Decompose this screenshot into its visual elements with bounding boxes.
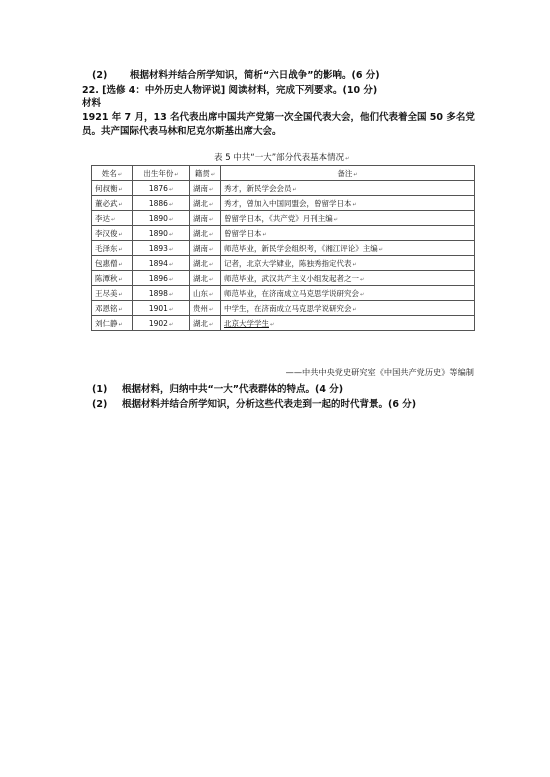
cell-year: 1902↵ — [133, 316, 190, 331]
table-row — [92, 181, 475, 196]
previous-question-2 — [92, 70, 380, 82]
question-text: 根据材料并结合所学知识，简析“六日战争”的影响。(6 分) — [130, 70, 380, 81]
cell-name: 董必武↵ — [92, 196, 133, 211]
cell-native-place: 湖北↵ — [190, 256, 221, 271]
question-number: (2) — [92, 399, 108, 410]
cell-native-place: 湖北↵ — [190, 271, 221, 286]
question-2 — [92, 399, 416, 411]
cell-remarks: 师范毕业，武汉共产主义小组发起者之一↵ — [221, 271, 475, 286]
cell-native-place: 湖北↵ — [190, 316, 221, 331]
table-row — [92, 301, 475, 316]
material-paragraph-line-2: 员。共产国际代表马林和尼克尔斯基出席大会。 — [82, 126, 282, 137]
cell-remarks: 曾留学日本，《共产党》月刊主编↵ — [221, 211, 475, 226]
source-note: ——中共中央党史研究室《中国共产党历史》等编制 — [285, 367, 474, 377]
header-birth-year: 出生年份↵ — [133, 166, 190, 181]
cell-year: 1896↵ — [133, 271, 190, 286]
table-row — [92, 226, 475, 241]
table-row — [92, 286, 475, 301]
cell-year: 1894↵ — [133, 256, 190, 271]
table-row — [92, 316, 475, 331]
cell-remarks: 北京大学学生↵ — [221, 316, 475, 331]
cell-native-place: 湖北↵ — [190, 196, 221, 211]
cell-native-place: 湖南↵ — [190, 241, 221, 256]
cell-remarks: 师范毕业，在济南成立马克思学说研究会↵ — [221, 286, 475, 301]
cell-year: 1898↵ — [133, 286, 190, 301]
cell-native-place: 湖南↵ — [190, 181, 221, 196]
question-text: 根据材料，归纳中共“一大”代表群体的特点。(4 分) — [122, 384, 344, 395]
header-remarks: 备注↵ — [221, 166, 475, 181]
cell-remarks: 记者，北京大学肄业，陈独秀指定代表↵ — [221, 256, 475, 271]
cell-year: 1876↵ — [133, 181, 190, 196]
cell-name: 邓恩铭↵ — [92, 301, 133, 316]
question-text: 根据材料并结合所学知识，分析这些代表走到一起的时代背景。(6 分) — [122, 399, 417, 410]
cell-remarks: 曾留学日本↵ — [221, 226, 475, 241]
representatives-table — [91, 165, 475, 331]
cell-native-place: 湖北↵ — [190, 226, 221, 241]
cell-name: 陈潭秋↵ — [92, 271, 133, 286]
cell-native-place: 山东↵ — [190, 286, 221, 301]
table-row — [92, 271, 475, 286]
material-paragraph-line-1: 1921 年 7 月，13 名代表出席中国共产党第一次全国代表大会，他们代表着全国 50 多名党 — [82, 112, 475, 123]
header-native-place: 籍贯↵ — [190, 166, 221, 181]
cell-year: 1890↵ — [133, 226, 190, 241]
table-row — [92, 196, 475, 211]
cell-native-place: 贵州↵ — [190, 301, 221, 316]
cell-remarks: 秀才，曾加入中国同盟会，曾留学日本↵ — [221, 196, 475, 211]
cell-remarks: 秀才，新民学会会员↵ — [221, 181, 475, 196]
table-header-row — [92, 166, 475, 181]
cell-year: 1886↵ — [133, 196, 190, 211]
table-caption: 表 5 中共“一大”部分代表基本情况↵ — [214, 153, 350, 163]
table-row — [92, 211, 475, 226]
question-number: (1) — [92, 384, 108, 395]
header-name: 姓名↵ — [92, 166, 133, 181]
table-row — [92, 256, 475, 271]
cell-native-place: 湖南↵ — [190, 211, 221, 226]
cell-year: 1890↵ — [133, 211, 190, 226]
table-row — [92, 241, 475, 256]
cell-name: 刘仁静↵ — [92, 316, 133, 331]
material-label: 材料 — [82, 98, 102, 109]
question-1 — [92, 384, 343, 396]
cell-remarks: 师范毕业，新民学会组织考，《湘江评论》主编↵ — [221, 241, 475, 256]
cell-name: 包惠僧↵ — [92, 256, 133, 271]
question-number: (2) — [92, 70, 108, 81]
cell-name: 李达↵ — [92, 211, 133, 226]
cell-year: 1901↵ — [133, 301, 190, 316]
cell-name: 李汉俊↵ — [92, 226, 133, 241]
section-title: 22. [选修 4：中外历史人物评说] 阅读材料，完成下列要求。(10 分) — [82, 85, 378, 96]
cell-remarks: 中学生，在济南成立马克思学说研究会↵ — [221, 301, 475, 316]
cell-year: 1893↵ — [133, 241, 190, 256]
cell-name: 王尽美↵ — [92, 286, 133, 301]
cell-name: 何叔衡↵ — [92, 181, 133, 196]
cell-name: 毛泽东↵ — [92, 241, 133, 256]
